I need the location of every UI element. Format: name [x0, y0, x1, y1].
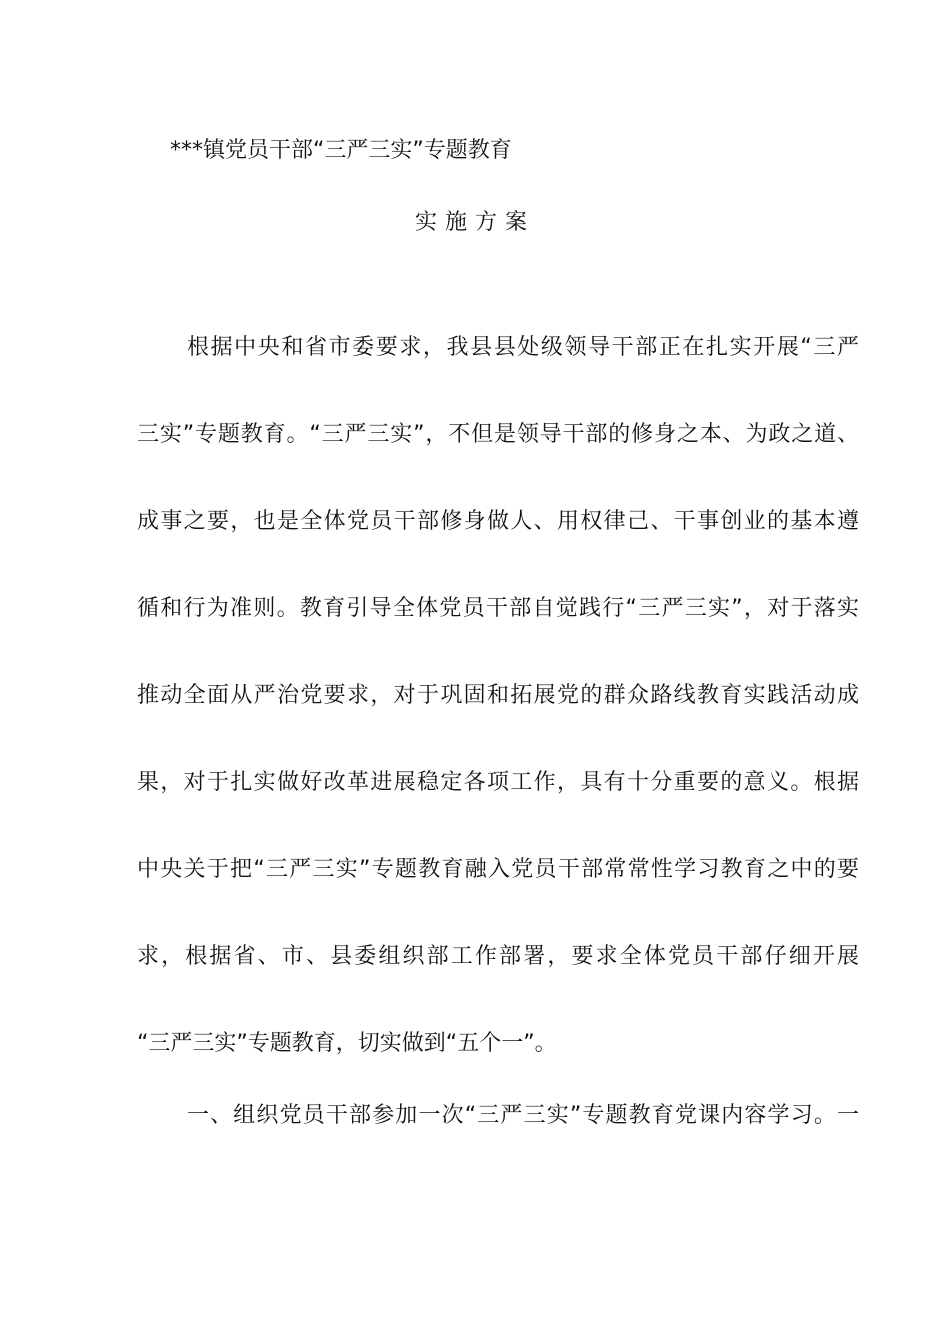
- paragraph-line: 成事之要，也是全体党员干部修身做人、用权律己、干事创业的基本遵: [137, 509, 859, 534]
- paragraph-line: 三实”专题教育。“三严三实”，不但是领导干部的修身之本、为政之道、: [137, 422, 859, 447]
- paragraph-line: 中央关于把“三严三实”专题教育融入党员干部常常性学习教育之中的要: [137, 857, 859, 882]
- paragraph-line: “三严三实”专题教育，切实做到“五个一”。: [137, 1031, 557, 1056]
- paragraph-line: 根据中央和省市委要求，我县县处级领导干部正在扎实开展“三严: [187, 335, 859, 360]
- paragraph-line: 求，根据省、市、县委组织部工作部署，要求全体党员干部仔细开展: [137, 944, 859, 969]
- document-subtitle: 实施方案: [414, 210, 535, 235]
- paragraph-line: 果，对于扎实做好改革进展稳定各项工作，具有十分重要的意义。根据: [137, 770, 859, 795]
- document-title: ***镇党员干部“三严三实”专题教育: [170, 138, 512, 163]
- section-heading: 一、组织党员干部参加一次“三严三实”专题教育党课内容学习。一: [187, 1103, 859, 1128]
- paragraph-line: 推动全面从严治党要求，对于巩固和拓展党的群众路线教育实践活动成: [137, 683, 859, 708]
- paragraph-line: 循和行为准则。教育引导全体党员干部自觉践行“三严三实”，对于落实: [137, 596, 859, 621]
